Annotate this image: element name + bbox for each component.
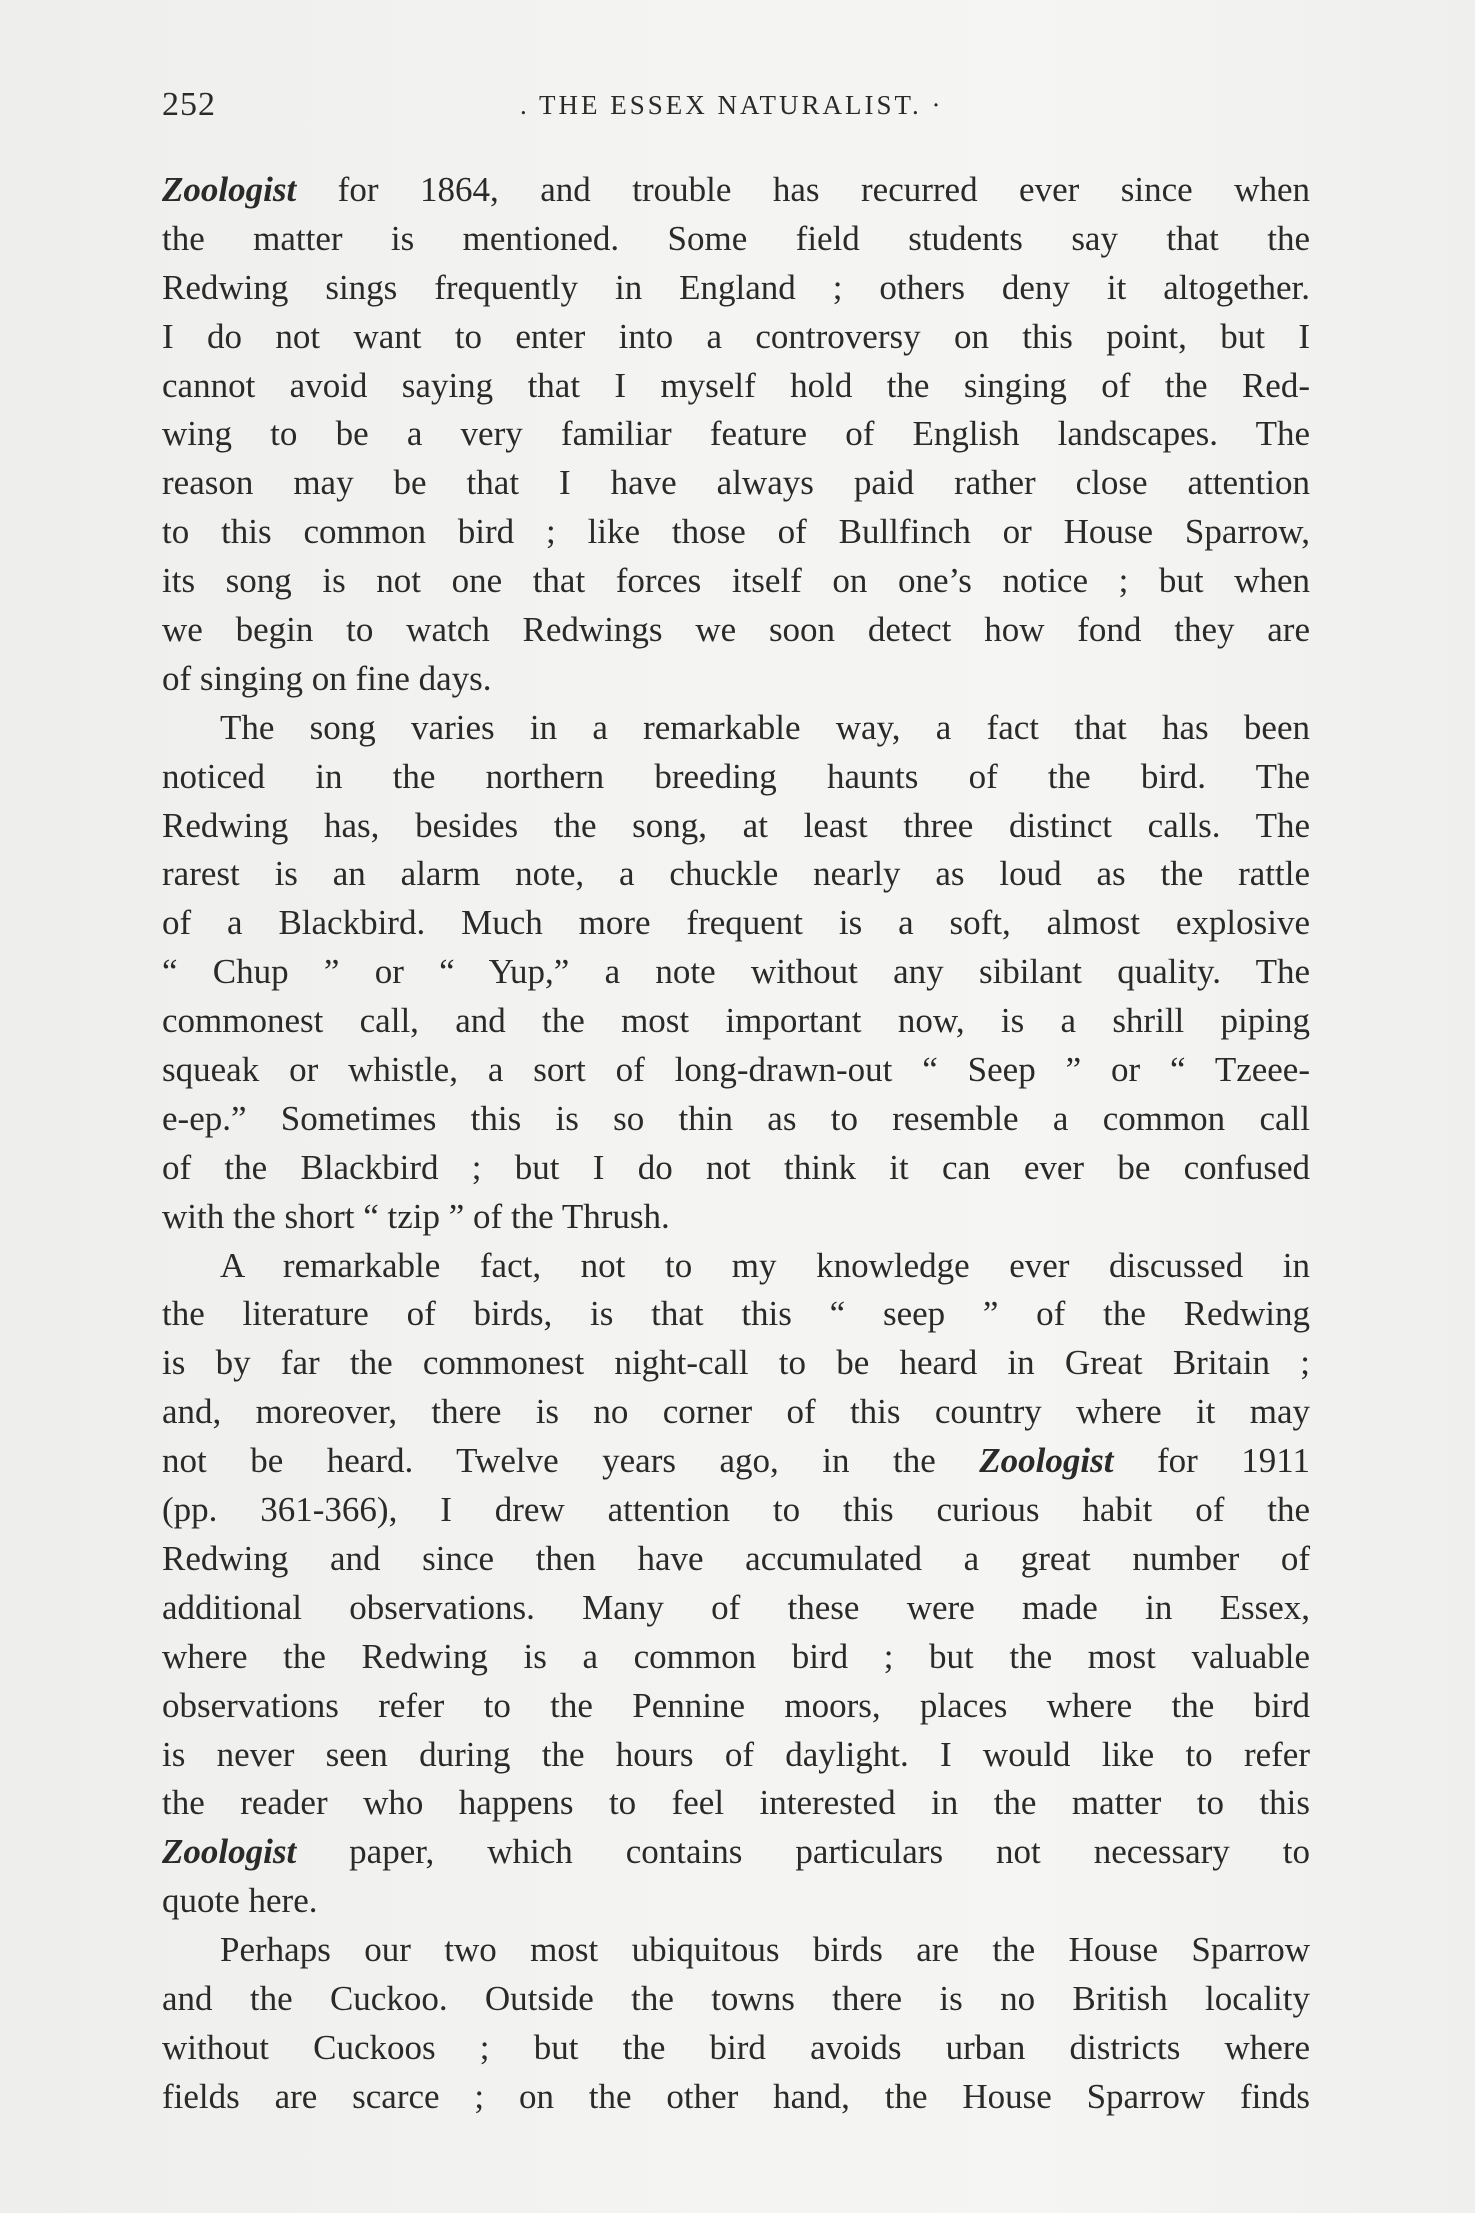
line-text: (pp. 361-366), I drew attention to this curious habit of the — [162, 1490, 1310, 1530]
line-text: Redwing and since then have accumulated a great number of — [162, 1538, 1310, 1578]
line-text: is never seen during the hours of daylight. I would like to refer — [162, 1734, 1310, 1774]
line-text: commonest call, and the most important now, is a shrill piping — [162, 1001, 1310, 1041]
text-line — [162, 1193, 1310, 1242]
line-text: wing to be a very familiar feature of English landscapes. The — [162, 414, 1310, 454]
text-line — [162, 899, 1310, 948]
text-line — [162, 1388, 1310, 1437]
italic-title: Zoologist — [162, 170, 297, 209]
running-head — [162, 86, 1312, 136]
text-line — [162, 850, 1310, 899]
line-text: for 1911 — [1113, 1441, 1310, 1481]
text-line — [162, 753, 1310, 802]
text-line — [162, 264, 1310, 313]
line-text: and the Cuckoo. Outside the towns there is no British locality — [162, 1978, 1310, 2018]
line-text: Perhaps our two most ubiquitous birds are the House Sparrow — [220, 1930, 1310, 1970]
line-text: quote here. — [162, 1881, 318, 1921]
line-text: reason may be that I have always paid rather close attention — [162, 463, 1310, 503]
line-text: rarest is an alarm note, a chuckle nearly as loud as the rattle — [162, 854, 1310, 894]
line-text: and, moreover, there is no corner of this country where it may — [162, 1392, 1310, 1432]
text-line — [162, 557, 1310, 606]
italic-title: Zoologist — [979, 1441, 1114, 1481]
line-text: of the Blackbird ; but I do not think it can ever be confused — [162, 1147, 1310, 1187]
italic-title: Zoologist — [162, 1832, 297, 1872]
text-line — [162, 1682, 1310, 1731]
line-text: noticed in the northern breeding haunts of the bird. The — [162, 756, 1310, 796]
running-title: . THE ESSEX NATURALIST. · — [520, 90, 944, 120]
line-text: where the Redwing is a common bird ; but the most valuable — [162, 1636, 1310, 1676]
line-text: The song varies in a remarkable way, a fact that has been — [220, 707, 1310, 747]
text-line — [162, 2073, 1310, 2122]
line-text: additional observations. Many of these were made in Essex, — [162, 1587, 1310, 1627]
text-line — [162, 1633, 1310, 1682]
line-text: the reader who happens to feel interested in the matter to this — [162, 1783, 1310, 1823]
text-line — [162, 1242, 1310, 1291]
text-line — [162, 1779, 1310, 1828]
line-text: the literature of birds, is that this “ seep ” of the Redwing — [162, 1294, 1310, 1334]
text-line — [162, 215, 1310, 264]
line-text: squeak or whistle, a sort of long-drawn-out “ Seep ” or “ Tzeee- — [162, 1050, 1310, 1090]
text-line — [162, 1095, 1310, 1144]
line-text: Redwing sings frequently in England ; others deny it altogether. — [162, 267, 1310, 307]
line-text: without Cuckoos ; but the bird avoids urban districts where — [162, 2027, 1310, 2067]
line-text: for 1864, and trouble has recurred ever since when — [296, 170, 1310, 209]
text-line — [162, 655, 1310, 704]
line-text: fields are scarce ; on the other hand, the House Sparrow finds — [162, 2076, 1310, 2116]
text-line — [162, 1926, 1310, 1975]
line-text: the matter is mentioned. Some field students say that the — [162, 218, 1310, 258]
page-number: 252 — [162, 86, 216, 123]
line-text: Redwing has, besides the song, at least three distinct calls. The — [162, 805, 1310, 845]
line-text: of a Blackbird. Much more frequent is a soft, almost explosive — [162, 903, 1310, 943]
text-line — [162, 1731, 1310, 1780]
text-line — [162, 410, 1310, 459]
line-text: I do not want to enter into a controversy on this point, but I — [162, 316, 1310, 356]
line-text: its song is not one that forces itself on one’s notice ; but when — [162, 561, 1310, 601]
text-line — [162, 508, 1310, 557]
text-line — [162, 1584, 1310, 1633]
line-text: with the short “ tzip ” of the Thrush. — [162, 1196, 670, 1236]
line-text: paper, which contains particulars not necessary to — [296, 1832, 1310, 1872]
line-text: to this common bird ; like those of Bullfinch or House Sparrow, — [162, 512, 1310, 552]
line-text: e-ep.” Sometimes this is so thin as to resemble a common call — [162, 1098, 1310, 1138]
text-line — [162, 166, 1310, 215]
text-line — [162, 1144, 1310, 1193]
text-line — [162, 1290, 1310, 1339]
line-text: observations refer to the Pennine moors, places where the bird — [162, 1685, 1310, 1725]
text-line — [162, 1339, 1310, 1388]
text-line — [162, 1437, 1310, 1486]
text-line — [162, 1046, 1310, 1095]
line-text: we begin to watch Redwings we soon detect how fond they are — [162, 610, 1310, 650]
text-line — [162, 2024, 1310, 2073]
text-line — [162, 1877, 1310, 1926]
line-text: of singing on fine days. — [162, 658, 492, 698]
text-line — [162, 606, 1310, 655]
line-text: not be heard. Twelve years ago, in the — [162, 1441, 980, 1481]
text-line — [162, 997, 1310, 1046]
line-text: A remarkable fact, not to my knowledge ever discussed in — [220, 1245, 1310, 1285]
line-text: is by far the commonest night-call to be heard in Great Britain ; — [162, 1343, 1310, 1383]
line-text: cannot avoid saying that I myself hold the singing of the Red- — [162, 365, 1310, 405]
text-line — [162, 362, 1310, 411]
text-line — [162, 1828, 1310, 1877]
line-text: “ Chup ” or “ Yup,” a note without any sibilant quality. The — [162, 952, 1310, 992]
text-line — [162, 1535, 1310, 1584]
text-line — [162, 313, 1310, 362]
text-line — [162, 948, 1310, 997]
text-line — [162, 1486, 1310, 1535]
text-line — [162, 802, 1310, 851]
text-line — [162, 459, 1310, 508]
text-line — [162, 1975, 1310, 2024]
body-text — [162, 166, 1310, 2122]
text-line — [162, 704, 1310, 753]
